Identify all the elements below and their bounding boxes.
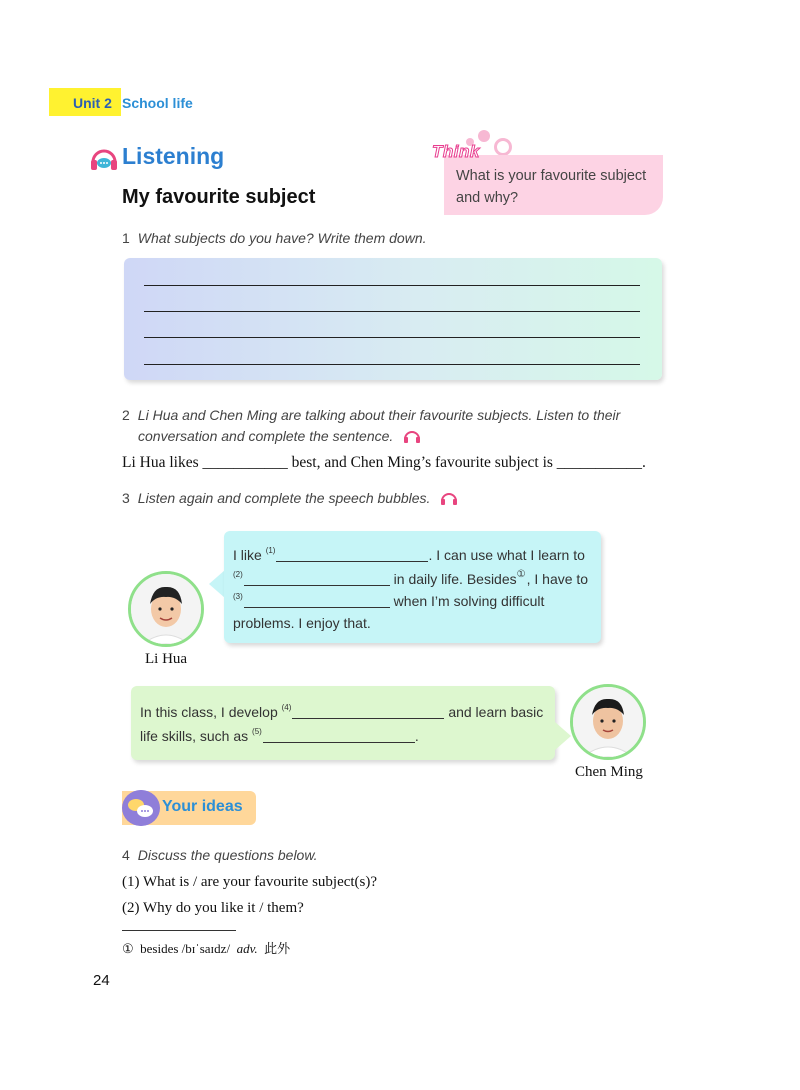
boy-portrait-icon (131, 574, 201, 644)
bubble-text: life skills, such as (140, 728, 249, 744)
bubble-text: when I’m solving difficult (393, 593, 545, 609)
blank-number: (2) (233, 570, 243, 579)
footnote (122, 938, 290, 957)
footnote-word: besides /bɪˈsaɪdz/ (140, 941, 231, 956)
discussion-question: (2) Why do you like it / them? (122, 900, 304, 916)
question-text: conversation and complete the sentence. (138, 428, 394, 444)
bubble-text: . (414, 728, 419, 744)
headphone-icon (440, 491, 458, 505)
footnote-meaning: 此外 (264, 941, 291, 956)
speech-bubble-chen-ming (131, 686, 555, 760)
fill-in-sentence: Li Hua likes ___________ best, and Chen Ming’s favourite subject is ___________. (122, 454, 646, 471)
question-text: Discuss the questions below. (137, 847, 318, 863)
bubble-line (233, 592, 544, 609)
blank-4[interactable] (292, 707, 444, 719)
writing-line[interactable] (144, 311, 640, 312)
writing-line[interactable] (144, 337, 640, 338)
question-number: 4 (122, 847, 130, 863)
unit-number: Unit 2 (73, 95, 112, 111)
bubble-text: , I have to (526, 571, 589, 587)
footnote-mark: ① (516, 569, 526, 580)
lesson-title: My favourite subject (122, 186, 316, 208)
page-number: 24 (93, 972, 110, 989)
question-2-line2 (138, 428, 421, 444)
avatar-li-hua (128, 571, 204, 647)
bubble-text: problems. I enjoy that. (233, 615, 371, 631)
name-li-hua: Li Hua (145, 651, 188, 667)
bubble-text: I like (233, 547, 262, 563)
footnote-divider (122, 930, 236, 931)
question-text: What subjects do you have? Write them down. (137, 230, 427, 246)
bubble-tail (555, 722, 571, 750)
headphone-icon (403, 429, 421, 443)
discussion-question: (1) What is / are your favourite subject(s)? (122, 874, 378, 890)
blank-number: (4) (281, 703, 292, 712)
question-text: Li Hua and Chen Ming are talking about their favourite subjects. Listen to their (137, 407, 621, 423)
avatar-chen-ming (570, 684, 646, 760)
question-number: 2 (122, 407, 130, 423)
question-4 (122, 847, 318, 863)
bubble-text: In this class, I develop (140, 704, 278, 720)
writing-line[interactable] (144, 285, 640, 286)
bubble-text: . I can use what I learn to (428, 547, 585, 563)
question-number: 1 (122, 230, 130, 246)
question-2 (122, 407, 620, 423)
think-decoration (478, 130, 490, 142)
speech-bubbles-icon (122, 790, 160, 826)
bubble-line (233, 546, 585, 563)
writing-line[interactable] (144, 364, 640, 365)
question-text: Listen again and complete the speech bubbles. (137, 490, 431, 506)
think-question: What is your favourite subject and why? (456, 168, 647, 206)
blank-1[interactable] (276, 550, 428, 562)
your-ideas-label: Your ideas (162, 798, 243, 815)
unit-name: School life (122, 95, 193, 111)
bubble-line (140, 703, 543, 720)
bubble-line (140, 727, 419, 744)
blank-2[interactable] (244, 574, 390, 586)
think-decoration (494, 138, 512, 156)
bubble-line (233, 615, 371, 631)
bubble-line (233, 569, 588, 587)
question-1 (122, 230, 427, 246)
think-label: Think (432, 142, 480, 161)
writing-area[interactable] (124, 258, 662, 380)
blank-5[interactable] (263, 731, 415, 743)
blank-number: (5) (252, 727, 262, 736)
footnote-mark: ① (122, 941, 134, 956)
blank-3[interactable] (244, 596, 390, 608)
question-3 (122, 490, 458, 506)
boy-portrait-icon (573, 687, 643, 757)
footnote-pos: adv. (236, 941, 258, 956)
bubble-text: in daily life. Besides (393, 571, 517, 587)
headphone-icon (89, 145, 119, 173)
bubble-tail (209, 570, 225, 598)
bubble-text: and learn basic (448, 704, 544, 720)
section-title: Listening (122, 143, 225, 169)
question-number: 3 (122, 490, 130, 506)
blank-number: (1) (265, 546, 276, 555)
blank-number: (3) (233, 592, 243, 601)
name-chen-ming: Chen Ming (575, 764, 643, 780)
